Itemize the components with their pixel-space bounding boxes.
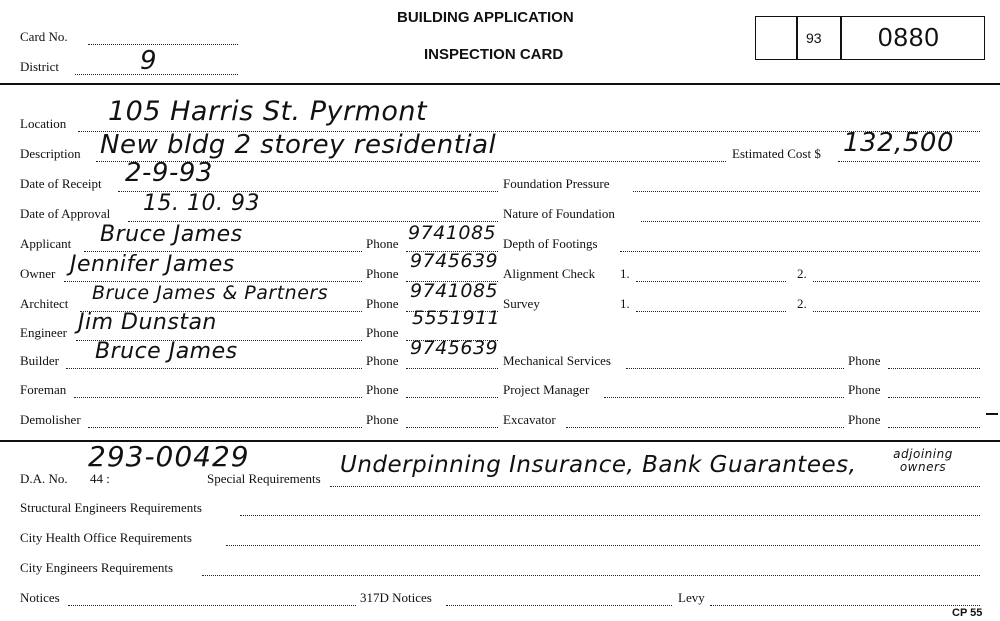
levy-field[interactable] [710,605,980,606]
demolisher-phone-label: Phone [366,412,399,427]
form-code: CP 55 [952,607,983,619]
location-value: 105 Harris St. Pyrmont [108,96,428,127]
alignment-check-label: Alignment Check [503,266,596,281]
applicant-phone-label: Phone [366,236,399,251]
city-health-field[interactable] [226,545,980,546]
excavator-field[interactable] [566,427,844,428]
survey-n2: 2. [797,296,807,311]
excavator-phone-field[interactable] [888,427,980,428]
edge-mark [986,413,998,415]
foreman-phone-field[interactable] [406,397,498,398]
da-no-value: 293-00429 [88,440,250,473]
structural-engineers-label: Structural Engineers Requirements [20,500,202,515]
notices-317d-label: 317D Notices [360,590,432,605]
project-manager-label: Project Manager [503,382,590,397]
engineer-name: Jim Dunstan [78,310,217,335]
project-manager-phone-label: Phone [848,382,881,397]
demolisher-phone-field[interactable] [406,427,498,428]
engineer-phone: 5551911 [412,307,501,329]
owner-phone: 9745639 [410,250,499,272]
architect-label: Architect [20,296,69,311]
owner-label: Owner [20,266,56,281]
city-engineers-label: City Engineers Requirements [20,560,174,575]
excavator-phone-label: Phone [848,412,881,427]
depth-of-footings-label: Depth of Footings [503,236,598,251]
special-requirements-value: Underpinning Insurance, Bank Guarantees, [340,452,857,478]
architect-name: Bruce James & Partners [92,282,329,304]
demolisher-field[interactable] [88,427,362,428]
da-no-label: D.A. No. [20,471,68,486]
mechanical-services-field[interactable] [626,368,844,369]
excavator-label: Excavator [503,412,556,427]
date-of-approval-value: 15. 10. 93 [143,191,260,216]
nature-of-foundation-field[interactable] [641,221,980,222]
special-requirements-extra: adjoining owners [893,447,953,474]
description-value: New bldg 2 storey residential [100,130,497,160]
builder-phone: 9745639 [410,337,499,359]
estimated-cost-label: Estimated Cost $ [732,146,821,161]
architect-phone: 9741085 [410,280,499,302]
engineer-phone-label: Phone [366,325,399,340]
box-divider [840,16,842,60]
city-health-label: City Health Office Requirements [20,530,192,545]
card-number: 0880 [878,22,940,52]
depth-of-footings-field[interactable] [620,251,980,252]
year-code: 93 [806,30,822,46]
card-no-field[interactable] [88,44,238,45]
alignment-check-n1: 1. [620,266,630,281]
location-label: Location [20,116,67,131]
estimated-cost-value: 132,500 [843,128,955,158]
district-value: 9 [140,46,158,76]
foreman-phone-label: Phone [366,382,399,397]
description-label: Description [20,146,81,161]
district-label: District [20,59,59,74]
levy-label: Levy [678,590,705,605]
mechanical-services-label: Mechanical Services [503,353,611,368]
owner-name: Jennifer James [70,252,235,277]
notices-field[interactable] [68,605,356,606]
survey-field-1[interactable] [636,311,786,312]
architect-phone-label: Phone [366,296,399,311]
survey-field-2[interactable] [813,311,980,312]
survey-n1: 1. [620,296,630,311]
form-title-line2: INSPECTION CARD [424,46,564,63]
date-of-receipt-label: Date of Receipt [20,176,102,191]
da-no-prefix: 44 : [90,471,110,486]
header-rule [0,83,1000,85]
builder-name: Bruce James [95,339,238,364]
applicant-phone: 9741085 [408,222,497,244]
foundation-pressure-field[interactable] [633,191,980,192]
survey-label: Survey [503,296,540,311]
box-divider [796,16,798,60]
mechanical-services-phone-field[interactable] [888,368,980,369]
alignment-check-n2: 2. [797,266,807,281]
project-manager-field[interactable] [604,397,844,398]
notices-label: Notices [20,590,60,605]
mechanical-services-phone-label: Phone [848,353,881,368]
card-no-label: Card No. [20,29,68,44]
builder-label: Builder [20,353,59,368]
card-number-box [755,16,985,60]
structural-engineers-field[interactable] [240,515,980,516]
estimated-cost-field[interactable] [838,161,980,162]
alignment-check-field-2[interactable] [813,281,980,282]
special-requirements-label: Special Requirements [207,471,321,486]
foundation-pressure-label: Foundation Pressure [503,176,610,191]
city-engineers-field[interactable] [202,575,980,576]
special-requirements-field[interactable] [330,486,980,487]
project-manager-phone-field[interactable] [888,397,980,398]
foreman-label: Foreman [20,382,67,397]
builder-phone-field[interactable] [406,368,498,369]
date-of-receipt-value: 2-9-93 [125,158,213,188]
nature-of-foundation-label: Nature of Foundation [503,206,615,221]
foreman-field[interactable] [74,397,362,398]
builder-phone-label: Phone [366,353,399,368]
date-of-approval-label: Date of Approval [20,206,111,221]
notices-317d-field[interactable] [446,605,672,606]
applicant-name: Bruce James [100,222,243,247]
demolisher-label: Demolisher [20,412,81,427]
builder-field[interactable] [66,368,362,369]
owner-phone-label: Phone [366,266,399,281]
engineer-label: Engineer [20,325,67,340]
form-title-line1: BUILDING APPLICATION [397,9,574,26]
applicant-label: Applicant [20,236,72,251]
alignment-check-field-1[interactable] [636,281,786,282]
